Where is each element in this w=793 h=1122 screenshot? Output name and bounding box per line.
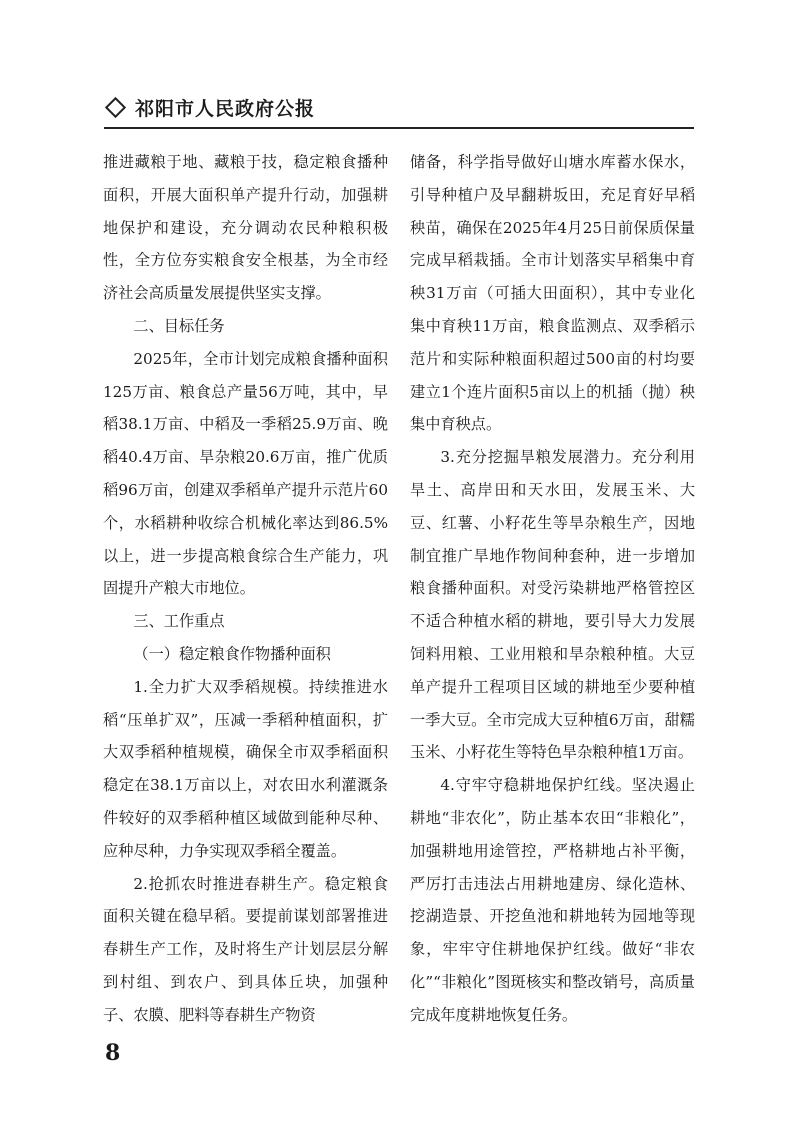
paragraph: 推进藏粮于地、藏粮于技，稳定粮食播种面积，开展大面积单产提升行动，加强耕地保护和建设，充分调动农民种粮积极性，全方位夯实粮食安全根基，为全市经济社会高质量发展提供坚实支撑。 — [103, 153, 388, 303]
paragraph: 2.抢抓农时推进春耕生产。稳定粮食面积关键在稳早稻。要提前谋划部署推进春耕生产工作，及时将生产计划层层分解到村组、到农户、到具体丘块，加强种子、农膜、肥料等春耕生产物资 — [103, 874, 388, 1024]
publication-title: 祁阳市人民政府公报 — [135, 97, 316, 120]
paragraph: 3.充分挖掘旱粮发展潜力。充分利用旱土、高岸田和天水田，发展玉米、大豆、红薯、小籽花生等旱杂粮生产，因地制宜推广旱地作物间种套种，进一步增加粮食播种面积。对受污染耕地严格管控区不适合种植水稻的耕地，要引导大力发展饲料用粮、工业用粮和旱杂粮种植。大豆单产提升工程项目区域的耕地至少要种植一季大豆。全市完成大豆种植6万亩，甜糯玉米、小籽花生等特色旱杂粮种植1万亩。 — [410, 448, 695, 762]
page-header — [104, 92, 315, 122]
diamond-icon — [105, 96, 126, 117]
subsection-heading: （一）稳定粮食作物播种面积 — [133, 644, 331, 663]
right-column — [410, 146, 695, 1032]
paragraph: 4.守牢守稳耕地保护红线。坚决遏止耕地“非农化”，防止基本农田“非粮化”，加强耕地用途管控，严格耕地占补平衡，严厉打击违法占用耕地建房、绿化造林、挖湖造景、开挖鱼池和耕地转为园地等现象，牢牢守住耕地保护红线。做好“非农化”“非粮化”图斑核实和整改销号，高质量完成年度耕地恢复任务。 — [410, 776, 695, 1024]
paragraph: 1.全力扩大双季稻规模。持续推进水稻“压单扩双”，压减一季稻种植面积，扩大双季稻种植规模，确保全市双季稻面积稳定在38.1万亩以上，对农田水利灌溉条件较好的双季稻种植区域做到能种尽种、应种尽种，力争实现双季稻全覆盖。 — [103, 677, 388, 860]
page-number: 8 — [105, 1040, 121, 1066]
paragraph: 2025年，全市计划完成粮食播种面积125万亩、粮食总产量56万吨，其中，早稻38.1万亩、中稻及一季稻25.9万亩、晚稻40.4万亩、旱杂粮20.6万亩，推广优质稻96万亩，创建双季稻单产提升示范片60个，水稻耕种收综合机械化率达到86.5%以上，进一步提高粮食综合生产能力，巩固提升产粮大市地位。 — [103, 349, 388, 598]
section-heading: 二、目标任务 — [133, 316, 225, 335]
header-rule — [104, 127, 694, 129]
paragraph: 储备，科学指导做好山塘水库蓄水保水，引导种植户及早翻耕坂田，充足育好早稻秧苗，确保在2025年4月25日前保质保量完成早稻栽插。全市计划落实早稻集中育秧31万亩（可插大田面积），其中专业化集中育秧11万亩，粮食监测点、双季稻示范片和实际种粮面积超过500亩的村均要建立1个连片面积5亩以上的机插（抛）秧集中育秧点。 — [410, 153, 695, 434]
section-heading: 三、工作重点 — [133, 612, 225, 631]
left-column — [103, 146, 388, 1032]
